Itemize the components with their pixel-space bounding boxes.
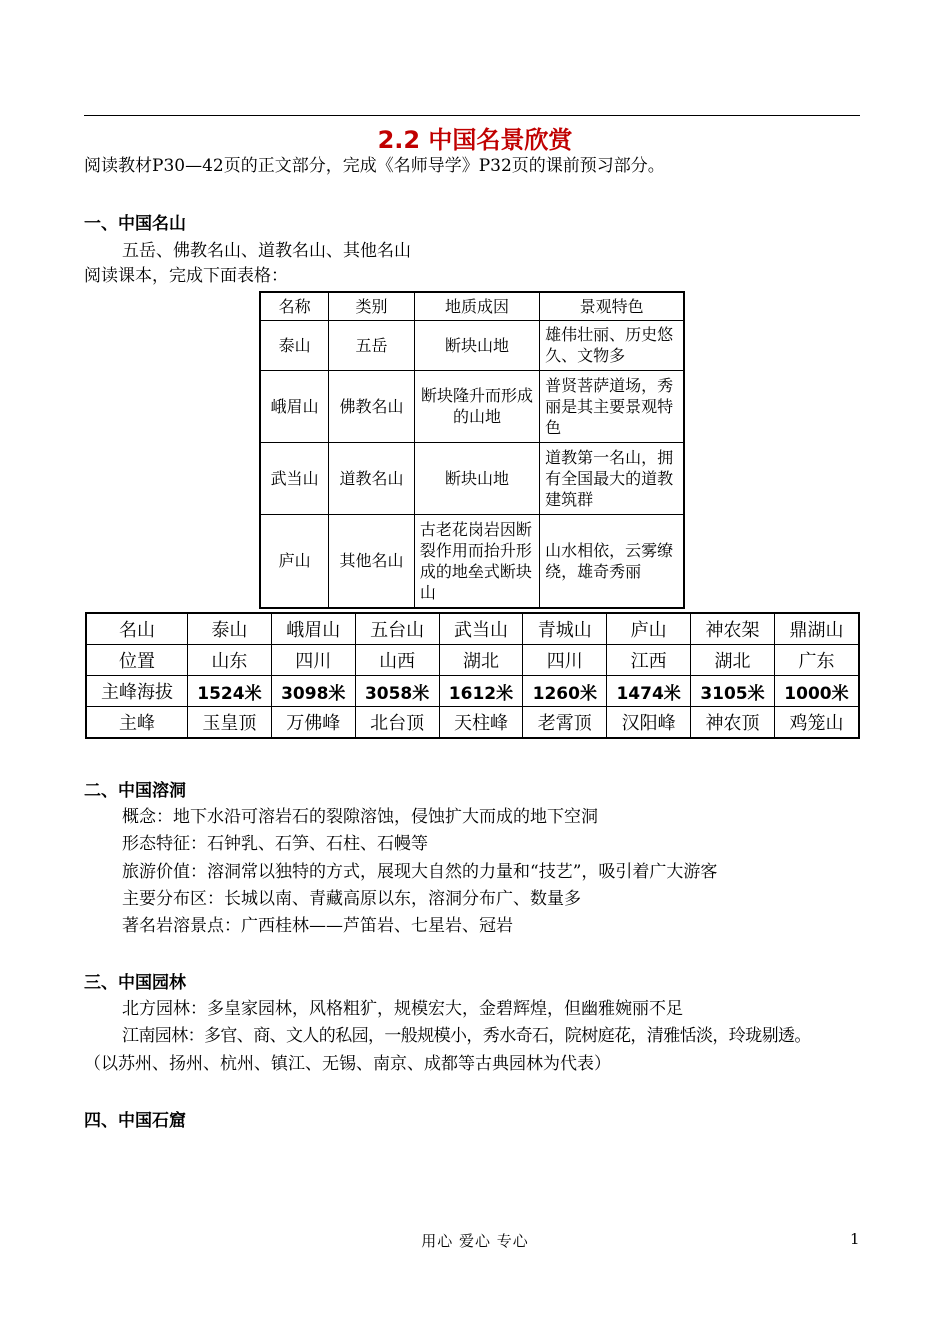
table-cell: 主峰	[86, 707, 188, 739]
table-cell: 青城山	[523, 613, 607, 645]
table-row	[260, 442, 684, 514]
table-cell: 1524米	[188, 676, 272, 707]
page-title: 2.2 中国名景欣赏	[377, 126, 573, 154]
table-cell: 普贤菩萨道场，秀丽是其主要景观特色	[540, 370, 684, 442]
header-rule	[84, 115, 860, 116]
table-cell: 庐山	[607, 613, 691, 645]
table-row	[260, 370, 684, 442]
section4-heading: 四、中国石窟	[84, 1111, 186, 1131]
table-cell: 庐山	[260, 514, 329, 608]
table-cell: 3098米	[271, 676, 355, 707]
table-row	[86, 645, 859, 676]
table-cell: 位置	[86, 645, 188, 676]
table-cell: 古老花岗岩因断裂作用而抬升形成的地垒式断块山	[414, 514, 539, 608]
section2-heading: 二、中国溶洞	[84, 781, 186, 801]
table-cell: 佛教名山	[329, 370, 415, 442]
section2-line: 概念：地下水沿可溶岩石的裂隙溶蚀，侵蚀扩大而成的地下空洞	[122, 807, 598, 827]
table-cell: 1474米	[607, 676, 691, 707]
page-number: 1	[850, 1230, 860, 1248]
table-cell: 主峰海拔	[86, 676, 188, 707]
table-cell: 山水相依，云雾缭绕，雄奇秀丽	[540, 514, 684, 608]
table-row	[86, 707, 859, 739]
table-cell: 鸡笼山	[774, 707, 859, 739]
table-cell: 湖北	[439, 645, 523, 676]
table-header-cell: 地质成因	[414, 292, 539, 320]
table-cell: 道教名山	[329, 442, 415, 514]
table-cell: 老霄顶	[523, 707, 607, 739]
table-cell: 四川	[271, 645, 355, 676]
section2-line: 主要分布区：长城以南、青藏高原以东，溶洞分布广、数量多	[122, 889, 581, 909]
table-cell: 万佛峰	[271, 707, 355, 739]
table-row	[86, 613, 859, 645]
table-header-row	[260, 292, 684, 320]
table-cell: 神农顶	[691, 707, 775, 739]
table-cell: 断块山地	[414, 442, 539, 514]
table-row	[260, 320, 684, 370]
footer-motto: 用心 爱心 专心	[421, 1232, 529, 1250]
intro-text: 阅读教材P30—42页的正文部分，完成《名师导学》P32页的课前预习部分。	[84, 156, 665, 176]
table-header-cell: 名称	[260, 292, 329, 320]
table-cell: 四川	[523, 645, 607, 676]
table-cell: 断块隆升而形成的山地	[414, 370, 539, 442]
table-cell: 峨眉山	[271, 613, 355, 645]
table-cell: 道教第一名山，拥有全国最大的道教建筑群	[540, 442, 684, 514]
table-cell: 鼎湖山	[774, 613, 859, 645]
table-cell: 1612米	[439, 676, 523, 707]
table-cell: 峨眉山	[260, 370, 329, 442]
table-cell: 其他名山	[329, 514, 415, 608]
table-cell: 1000米	[774, 676, 859, 707]
table-cell: 雄伟壮丽、历史悠久、文物多	[540, 320, 684, 370]
section3-line: 江南园林：多官、商、文人的私园，一般规模小，秀水奇石，院树庭花，清雅恬淡，玲珑剔透。	[122, 1026, 811, 1046]
table-cell: 天柱峰	[439, 707, 523, 739]
table-cell: 汉阳峰	[607, 707, 691, 739]
table-cell: 五台山	[355, 613, 439, 645]
section3-line: （以苏州、扬州、杭州、镇江、无锡、南京、成都等古典园林为代表）	[84, 1054, 611, 1074]
table-header-cell: 类别	[329, 292, 415, 320]
table-cell: 广东	[774, 645, 859, 676]
table-cell: 3105米	[691, 676, 775, 707]
table-cell: 玉皇顶	[188, 707, 272, 739]
table-cell: 神农架	[691, 613, 775, 645]
section3-line: 北方园林：多皇家园林，风格粗犷，规模宏大，金碧辉煌，但幽雅婉丽不足	[122, 999, 683, 1019]
table-cell: 3058米	[355, 676, 439, 707]
table-cell: 江西	[607, 645, 691, 676]
table-cell: 山西	[355, 645, 439, 676]
section3-heading: 三、中国园林	[84, 973, 186, 993]
section2-line: 著名岩溶景点：广西桂林——芦笛岩、七星岩、冠岩	[122, 916, 513, 936]
table-row	[86, 676, 859, 707]
section2-line: 形态特征：石钟乳、石笋、石柱、石幔等	[122, 834, 428, 854]
mountain-summary-table	[85, 612, 860, 739]
section1-line2: 阅读课本，完成下面表格：	[84, 266, 288, 286]
section1-heading: 一、中国名山	[84, 214, 186, 234]
table-cell: 五岳	[329, 320, 415, 370]
table-cell: 武当山	[439, 613, 523, 645]
table-cell: 湖北	[691, 645, 775, 676]
table-cell: 名山	[86, 613, 188, 645]
table-cell: 北台顶	[355, 707, 439, 739]
table-row	[260, 514, 684, 608]
mountain-feature-table	[259, 291, 685, 609]
table-cell: 山东	[188, 645, 272, 676]
table-cell: 断块山地	[414, 320, 539, 370]
table-cell: 1260米	[523, 676, 607, 707]
table-cell: 泰山	[188, 613, 272, 645]
section2-line: 旅游价值：溶洞常以独特的方式，展现大自然的力量和“技艺”，吸引着广大游客	[122, 862, 718, 882]
section1-line1: 五岳、佛教名山、道教名山、其他名山	[122, 241, 411, 261]
table-cell: 武当山	[260, 442, 329, 514]
table-header-cell: 景观特色	[540, 292, 684, 320]
table-cell: 泰山	[260, 320, 329, 370]
